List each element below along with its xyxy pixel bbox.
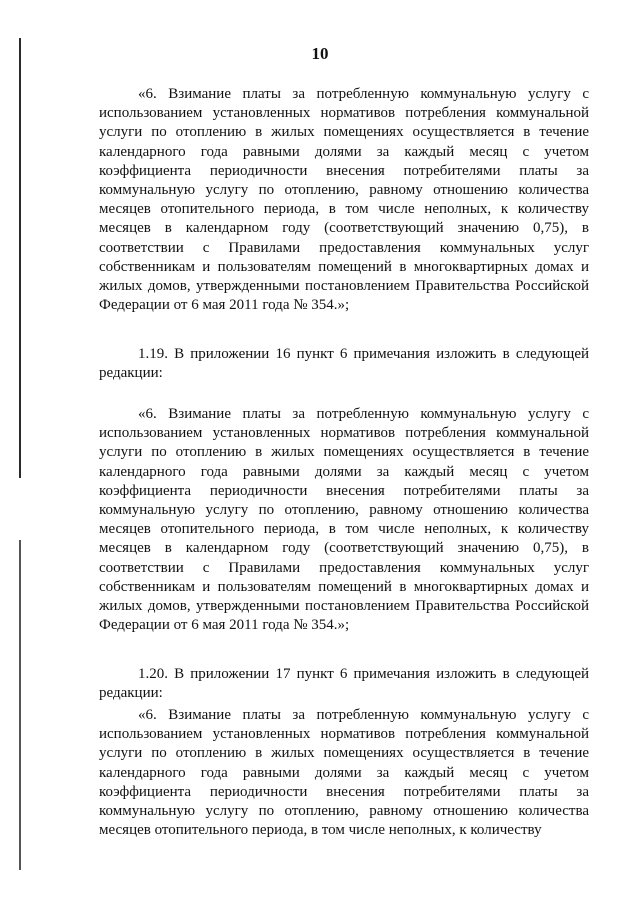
quoted-paragraph-6: «6. Взимание платы за потребленную коммунальную услугу с использованием установленных нормативов потребления коммунальной услуги по отоплению в жилых помещениях осуществляется в течение календарного года равными долями за каждый месяц с учетом коэффициента периодичности внесения потребителями платы за коммунальную услугу по отоплению, равному отношению количества месяцев отопительного периода, в том числе неполных, к количеству месяцев в календарном году (соответствующий значению 0,75), в соответствии с Правилами предоставления коммунальных услуг собственникам и пользователям помещений в многоквартирных домах и жилых домов, утвержденными постановлением Правительства Российской Федерации от 6 мая 2011 года № 354.»; xyxy=(99,86,589,314)
clause-1-19: 1.19. В приложении 16 пункт 6 примечания изложить в следующей редакции: xyxy=(99,346,589,382)
scan-edge-mark xyxy=(19,540,21,870)
page-number: 10 xyxy=(311,44,329,63)
scan-edge-mark xyxy=(19,38,21,478)
clause-1-20: 1.20. В приложении 17 пункт 6 примечания изложить в следующей редакции: xyxy=(99,666,589,702)
quoted-paragraph-6: «6. Взимание платы за потребленную коммунальную услугу с использованием установленных нормативов потребления коммунальной услуги по отоплению в жилых помещениях осуществляется в течение календарного года равными долями за каждый месяц с учетом коэффициента периодичности внесения потребителями платы за коммунальную услугу по отоплению, равному отношению количества месяцев отопительного периода, в том числе неполных, к количеству месяцев в календарном году (соответствующий значению 0,75), в соответствии с Правилами предоставления коммунальных услуг собственникам и пользователям помещений в многоквартирных домах и жилых домов, утвержденными постановлением Правительства Российской Федерации от 6 мая 2011 года № 354.»; xyxy=(99,406,589,634)
quoted-paragraph-6: «6. Взимание платы за потребленную коммунальную услугу с использованием установленных нормативов потребления коммунальной услуги по отоплению в жилых помещениях осуществляется в течение календарного года равными долями за каждый месяц с учетом коэффициента периодичности внесения потребителями платы за коммунальную услугу по отоплению, равному отношению количества месяцев отопительного периода, в том числе неполных, к количеству xyxy=(99,707,589,839)
